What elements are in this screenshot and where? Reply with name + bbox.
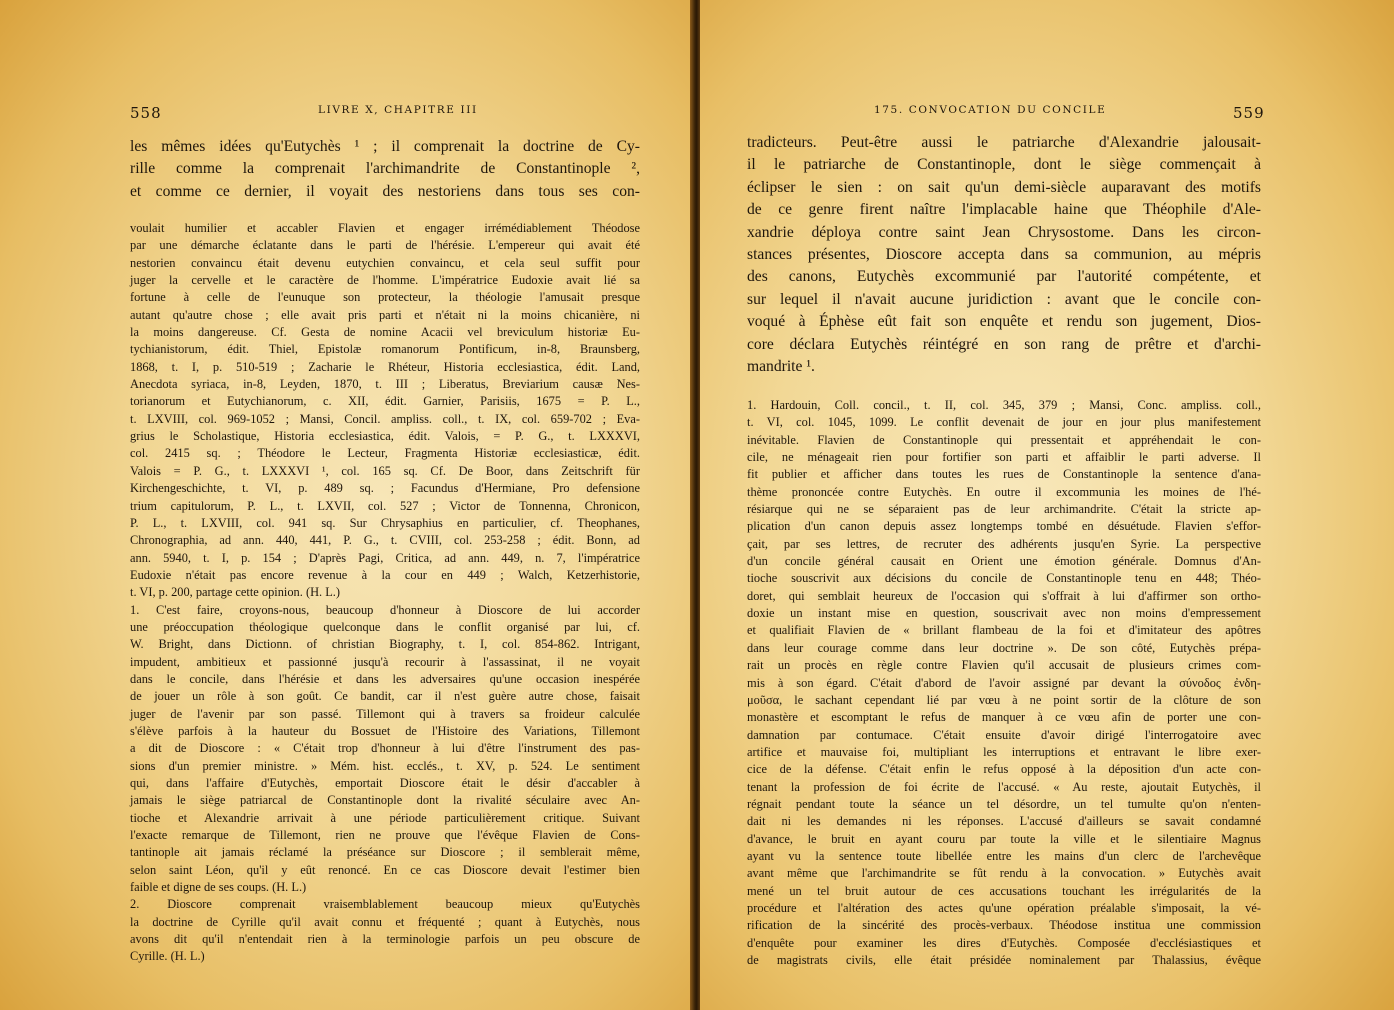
- text-line: t. VI, col. 1045, 1099. Le conflit devenait de jour en jour plus manifestement: [747, 415, 1261, 430]
- text-line: stances présentes, Dioscore accepta dans sa communion, au mépris: [747, 246, 1261, 264]
- text-line: la doctrine de Cyrille qu'il avait connu et fréquenté ; quant à Eutychès, nous: [130, 914, 640, 929]
- text-line: damnation par contumace. C'était ensuite d'avoir dirigé l'interrogatoire avec: [747, 727, 1261, 742]
- text-line: éclipser le sien : on sait qu'un demi-siècle auparavant des motifs: [747, 178, 1261, 196]
- text-line: 1868, t. I, p. 510-519 ; Zacharie le Rhéteur, Historia ecclesiastica, édit. Land,: [130, 359, 640, 374]
- text-line: avons dit qu'il n'entendait rien à la terminologie parfois un peu obscure de: [130, 932, 640, 947]
- text-line: des canons, Eutychès excommunié par l'autorité compétente, et: [747, 268, 1261, 286]
- text-line: monastère et escomptant le refus de manquer à ce vœu afin de porter une con-: [747, 710, 1261, 725]
- text-line: de jouer un rôle à son goût. Ce bandit, car il n'est guère autre chose, faisait: [130, 689, 640, 704]
- text-line: t. LXVIII, col. 969-1052 ; Mansi, Concil. ampliss. coll., t. IX, col. 659-702 ; Eva-: [130, 411, 640, 426]
- text-line: tantinople ait jamais réclamé la préséance sur Dioscore ; il semblerait même,: [130, 845, 640, 860]
- text-line: Valois = P. G., t. LXXXVI ¹, col. 165 sq. Cf. De Boor, dans Zeitschrift für: [130, 463, 640, 478]
- text-line: μοῦσα, le sachant cependant lié par vœu à ne point sortir de la clôture de son: [747, 692, 1261, 707]
- text-line: dans leur courage comme dans leur doctrine ». De son côté, Eutychès prépa-: [747, 640, 1261, 655]
- text-line: Kirchengeschichte, t. VI, p. 489 sq. ; Facundus d'Hermiane, Pro defensione: [130, 481, 640, 496]
- text-line: P. L., t. LXVIII, col. 941 sq. Sur Chrysaphius en particulier, cf. Theophanes,: [130, 515, 640, 530]
- text-line: Cyrille. (H. L.): [130, 949, 205, 964]
- text-line: les mêmes idées qu'Eutychès ¹ ; il comprenait la doctrine de Cy-: [130, 138, 640, 155]
- text-line: t. VI, p. 200, partage cette opinion. (H. L.): [130, 585, 341, 600]
- running-head-right: 175. CONVOCATION DU CONCILE: [874, 104, 1107, 116]
- text-line: autant qu'autre chose ; elle avait pris parti et n'était ni la moins chicanière, ni: [130, 307, 640, 322]
- text-line: il le patriarche de Constantinople, dont le siège commençait à: [747, 156, 1261, 174]
- text-line: trium capitulorum, P. L., t. LXVII, col. 527 ; Victor de Tonnenna, Chronicon,: [130, 498, 640, 513]
- text-line: avant même que l'archimandrite se fût rendu à la convocation. » Eutychès avait: [747, 866, 1261, 881]
- text-line: s'élève parfois à la hauteur du Bossuet de l'Histoire des Variations, Tillemont: [130, 723, 640, 738]
- footnotes-right: [747, 397, 1261, 969]
- text-line: artifice et mauvaise foi, multipliant les interruptions et entravant le libre exer-: [747, 744, 1261, 759]
- text-line: çait, par ses lettres, de recruter des adhérents jusqu'en Syrie. La perspective: [747, 536, 1261, 551]
- text-line: régnait pendant toute la séance un tel désordre, un tel tumulte qu'on n'enten-: [747, 796, 1261, 811]
- text-line: jamais le siège patriarcal de Constantinople dont la rivalité séculaire avec An-: [130, 793, 640, 808]
- text-line: plication d'un canon depuis assez longtemps tombé en désuétude. Flavien s'effor-: [747, 519, 1261, 534]
- text-line: 1. C'est faire, croyons-nous, beaucoup d'honneur à Dioscore de lui accorder: [130, 602, 640, 617]
- text-line: nestorien convaincu était devenu eutychien convaincu, et cela seul suffit pour: [130, 255, 640, 270]
- text-line: Anecdota syriaca, in-8, Leyden, 1870, t. III ; Liberatus, Breviarium causæ Nes-: [130, 377, 640, 392]
- text-line: procédure et l'altération des actes qu'une opération préalable s'imposait, la vé-: [747, 900, 1261, 915]
- text-line: résiarque qui ne se séparaient pas de leur archimandrite. C'était la stricte ap-: [747, 502, 1261, 517]
- text-line: par une démarche éclatante dans le parti de l'hérésie. L'empereur qui avait été: [130, 238, 640, 253]
- page-number-right: 559: [1233, 104, 1265, 122]
- text-line: mené un tel bruit autour de ces accusations touchant les irrégularités de la: [747, 883, 1261, 898]
- text-line: et comme ce dernier, il voyait des nestoriens dans tous ses con-: [130, 182, 640, 200]
- text-line: qui, dans l'affaire d'Eutychès, emportait Dioscore était le désir d'accabler à: [130, 776, 640, 790]
- text-line: ayant vu la sentence toute libellée entre les mains d'un clerc de l'archevêque: [747, 848, 1261, 863]
- text-line: thème prononcée contre Eutychès. En outre il excommunia les moines de l'hé-: [747, 484, 1261, 499]
- text-line: a dit de Dioscore : « C'était trop d'honneur à lui d'être l'instrument des pas-: [130, 741, 640, 756]
- text-line: doret, qui semblait heureux de l'occasion qui s'offrait à lui d'affirmer son ortho-: [747, 588, 1261, 603]
- text-line: juger la cervelle et le caractère de l'homme. L'impératrice Eudoxie avait lié sa: [130, 273, 640, 288]
- text-line: rait un procès en règle contre Flavien qu'il accusait de plusieurs crimes com-: [747, 658, 1261, 673]
- text-line: voqué à Éphèse eût fait son enquête et rendu son jugement, Dios-: [747, 313, 1261, 331]
- text-line: selon saint Léon, qu'il y eût renoncé. En ce cas Dioscore devait l'estimer bien: [130, 862, 640, 877]
- text-line: Chronographia, ad ann. 440, 441, P. G., t. CVIII, col. 253-258 ; édit. Bonn, ad: [130, 533, 640, 548]
- text-line: et qualifiait Flavien de « brillant flambeau de la foi et d'imitateur des apôtres: [747, 623, 1261, 638]
- text-line: tioche et Alexandrie arrivait à une période particulièrement critique. Suivant: [130, 810, 640, 825]
- page-number-left: 558: [130, 104, 162, 122]
- text-line: sions d'un premier ministre. » Mém. hist. ecclés., t. XV, p. 524. Le sentiment: [130, 758, 640, 773]
- text-line: voulait humilier et accabler Flavien et engager irrémédiablement Théodose: [130, 221, 640, 235]
- running-head-left: LIVRE X, CHAPITRE III: [318, 104, 478, 116]
- text-line: core déclara Eutychès réintégré en son rang de prêtre et d'archi-: [747, 335, 1261, 353]
- text-line: juger de l'avenir par son passé. Tillemont qui à travers sa froideur calculée: [130, 706, 640, 721]
- text-line: col. 2415 sq. ; Théodore le Lecteur, Fragmenta Historiæ ecclesiasticæ, édit.: [130, 446, 640, 461]
- text-line: inévitable. Flavien de Constantinople qui pressentait et appréhendait le con-: [747, 432, 1261, 447]
- text-line: Eudoxie n'était pas encore revenue à la cour en 449 ; Walch, Ketzerhistorie,: [130, 567, 640, 582]
- text-line: d'enquête pour examiner les dires d'Eutychès. Composée d'ecclésiastiques et: [747, 935, 1261, 950]
- text-line: l'exacte remarque de Tillemont, rien ne prouve que l'évêque Flavien de Cons-: [130, 828, 640, 843]
- main-text-right: [747, 132, 1261, 378]
- text-line: tychianistorum, édit. Thiel, Epistolæ romanorum Pontificum, in-8, Braunsberg,: [130, 342, 640, 357]
- text-line: tenant la profession de foi écrite de l'accusé. « Au reste, ajoutait Eutychès, il: [747, 779, 1261, 794]
- text-line: d'avance, le bruit en ayant couru par toute la ville et le silentiaire Magnus: [747, 831, 1261, 846]
- text-line: mis à son égard. C'était d'abord de l'avoir assigné par devant la σύνοδος ἐνδη-: [747, 675, 1261, 690]
- text-line: xandrie déploya contre saint Jean Chrysostome. Dans les circon-: [747, 223, 1261, 241]
- text-line: d'un concile général causait en Orient une émotion générale. Domnus d'An-: [747, 554, 1261, 569]
- text-line: cice de la défense. C'était enfin le refus opposé à la déposition d'un acte con-: [747, 762, 1261, 777]
- text-line: de ce genre firent naître l'implacable haine que Théophile d'Ale-: [747, 201, 1261, 219]
- text-line: faible et digne de ses coups. (H. L.): [130, 880, 307, 895]
- text-line: fit publier et afficher dans toutes les rues de Constantinople la sentence d'ana-: [747, 467, 1261, 482]
- text-line: une préoccupation théologique quelconque dans le conflit organisé par lui, cf.: [130, 619, 640, 634]
- text-line: de magistrats civils, elle était présidée nominalement par Thalassius, évêque: [747, 953, 1261, 967]
- footnotes-left: [130, 220, 640, 966]
- text-line: mandrite ¹.: [747, 358, 815, 376]
- text-line: rille comme la comprenait l'archimandrite de Constantinople ²,: [130, 160, 640, 178]
- text-line: impudent, ambitieux et passionné jusqu'à recourir à l'assassinat, il ne voyait: [130, 654, 640, 669]
- text-line: sur lequel il n'avait aucune juridiction : avant que le concile con-: [747, 290, 1261, 308]
- text-line: W. Bright, dans Dictionn. of christian Biography, t. I, col. 854-862. Intrigant,: [130, 637, 640, 652]
- text-line: tioche souscrivit aux décisions du concile de Constantinople tenu en 448; Théo-: [747, 571, 1261, 586]
- text-line: torianorum et Eutychianorum, c. XII, édit. Garnier, Parisiis, 1675 = P. L.,: [130, 394, 640, 409]
- text-line: grius le Scholastique, Historia ecclesiastica, édit. Valois, = P. G., t. LXXXVI,: [130, 429, 640, 444]
- text-line: cile, ne ménageait rien pour fortifier son parti et affaiblir le parti adverse. Il: [747, 450, 1261, 465]
- text-line: dans le concile, dans l'hérésie et dans les adversaires qu'une occasion inespérée: [130, 671, 640, 686]
- right-page: [700, 0, 1394, 1010]
- text-line: fortune à celle de l'eunuque son protecteur, la théologie l'amusait presque: [130, 290, 640, 305]
- text-line: doxie un instant mise en question, souscrivait avec non moins d'empressement: [747, 606, 1261, 621]
- left-page: [0, 0, 692, 1010]
- main-text-left: [130, 136, 640, 203]
- text-line: dait ni les demandes ni les réponses. L'accusé d'ailleurs se savait condamné: [747, 814, 1261, 829]
- text-line: rification de la sincérité des procès-verbaux. Théodose institua une commission: [747, 918, 1261, 933]
- text-line: ann. 5940, t. I, p. 154 ; D'après Pagi, Critica, ad ann. 449, n. 7, l'impératrice: [130, 550, 640, 565]
- text-line: 1. Hardouin, Coll. concil., t. II, col. 345, 379 ; Mansi, Conc. ampliss. coll.,: [747, 398, 1261, 412]
- text-line: tradicteurs. Peut-être aussi le patriarche d'Alexandrie jalousait-: [747, 134, 1261, 151]
- text-line: la moins dangereuse. Cf. Gesta de nomine Acacii vel breviculum historiæ Eu-: [130, 325, 640, 340]
- text-line: 2. Dioscore comprenait vraisemblablement beaucoup mieux qu'Eutychès: [130, 897, 640, 912]
